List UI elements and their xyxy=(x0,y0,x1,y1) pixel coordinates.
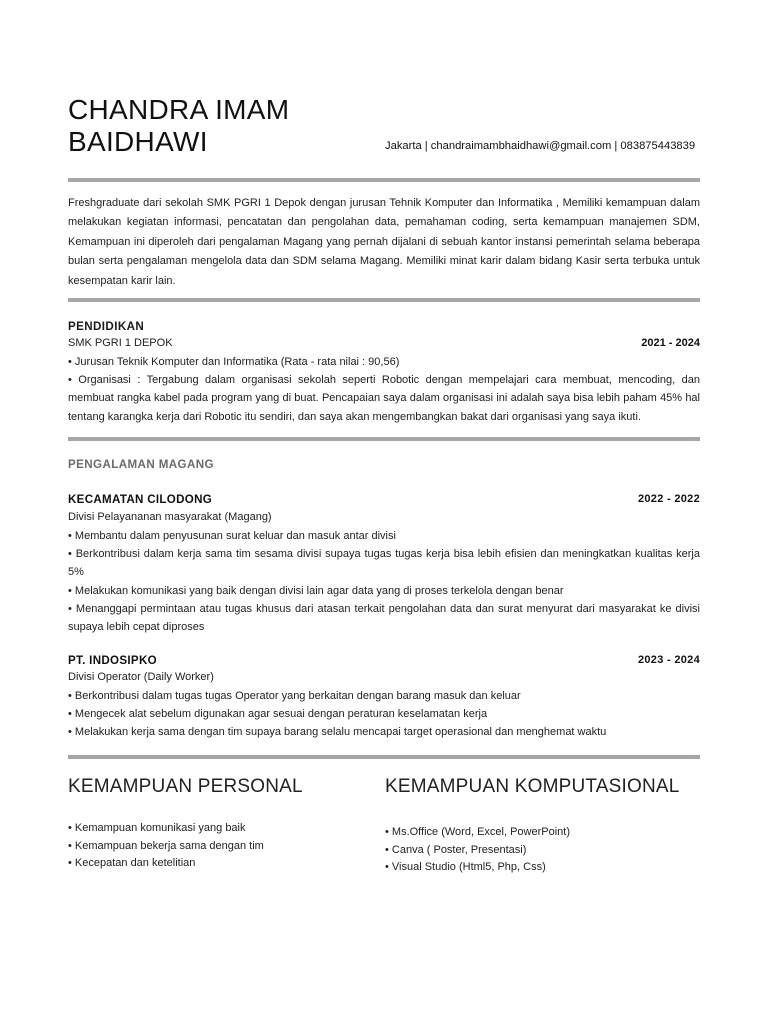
list-item: • Mengecek alat sebelum digunakan agar sesuai dengan peraturan keselamatan kerja xyxy=(68,708,488,721)
divider xyxy=(68,755,700,759)
name-line-2: BAIDHAWI xyxy=(68,126,208,157)
personal-skills-heading: KEMAMPUAN PERSONAL xyxy=(68,776,303,797)
list-item: • Menanggapi permintaan atau tugas khusus dari atasan terkait pengolahan data dan surat menyurat dari masyarakat ke divisi supaya lebih cepat diproses xyxy=(68,602,700,634)
list-item: • Kecepatan dan ketelitian xyxy=(68,857,196,869)
name-line-1: CHANDRA IMAM xyxy=(68,94,290,125)
internship-role: Divisi Pelayananan masyarakat (Magang) xyxy=(68,511,272,523)
education-heading: PENDIDIKAN xyxy=(68,320,145,333)
list-item: • Membantu dalam penyusunan surat keluar dan masuk antar divisi xyxy=(68,530,396,542)
list-item: • Melakukan komunikasi yang baik dengan divisi lain agar data yang di proses terkelola dengan benar xyxy=(68,584,564,597)
list-item: • Kemampuan bekerja sama dengan tim xyxy=(68,839,264,852)
computational-skills-list xyxy=(385,824,700,877)
profile-summary: Freshgraduate dari sekolah SMK PGRI 1 Depok dengan jurusan Tehnik Komputer dan Informatika , Memiliki kemampuan dalam melakukan kegiatan informasi, pencatatan dan pengolahan data, pemahaman coding, serta kemampuan manajemen SDM, Kemampuan ini diperoleh dari pengalaman Magang yang pernah dijalani di sebuah kantor instansi pemerintah selama beberapa bulan serta pengalaman mengelola data dan SDM selama Magang. Memiliki minat karir dalam bidang Kasir serta terbuka untuk kesempatan karir lain. xyxy=(68,197,700,287)
list-item: • Organisasi : Tergabung dalam organisasi sekolah seperti Robotic dengan mempelajari cara membuat, mencoding, dan membuat rangka kabel pada program yang di buat. Pencapaian saya dalam organisasi ini adalah saya bisa lebih paham 45% hal tentang karangka kerja dari Robotic itu sendiri, dan saya akan mengembangkan bakat dari organisasi yang saya ikuti. xyxy=(68,374,700,423)
list-item: • Kemampuan komunikasi yang baik xyxy=(68,822,246,834)
list-item: • Jurusan Teknik Komputer dan Informatika (Rata - rata nilai : 90,56) xyxy=(68,356,400,368)
list-item: • Ms.Office (Word, Excel, PowerPoint) xyxy=(385,826,570,838)
list-item: • Canva ( Poster, Presentasi) xyxy=(385,843,527,856)
internship-role: Divisi Operator (Daily Worker) xyxy=(68,671,214,683)
candidate-name xyxy=(68,94,368,158)
list-item: • Melakukan kerja sama dengan tim supaya barang selalu mencapai target operasional dan menghemat waktu xyxy=(68,726,607,739)
divider xyxy=(68,437,700,441)
divider xyxy=(68,298,700,302)
school-name: SMK PGRI 1 DEPOK xyxy=(68,337,173,349)
internship-entry-title xyxy=(68,493,700,506)
company-name: PT. INDOSIPKO xyxy=(68,654,157,667)
divider xyxy=(68,178,700,182)
internship-duties xyxy=(68,687,700,742)
list-item: • Berkontribusi dalam tugas tugas Operator yang berkaitan dengan barang masuk dan keluar xyxy=(68,690,521,702)
company-name: KECAMATAN CILODONG xyxy=(68,493,213,506)
education-years: 2021 - 2024 xyxy=(641,337,700,349)
list-item: • Berkontribusi dalam kerja sama tim sesama divisi supaya tugas tugas kerja bisa lebih efisien dan meningkatkan kualitas kerja 5% xyxy=(68,548,700,579)
education-school-row xyxy=(68,337,700,349)
internship-duties xyxy=(68,527,700,636)
list-item: • Visual Studio (Html5, Php, Css) xyxy=(385,861,546,873)
computational-skills-heading: KEMAMPUAN KOMPUTASIONAL xyxy=(385,776,680,797)
internship-years: 2023 - 2024 xyxy=(637,654,700,666)
personal-skills-list xyxy=(68,820,368,873)
internship-entry-title xyxy=(68,654,700,667)
contact-info: Jakarta | chandraimambhaidhawi@gmail.com | 083875443839 xyxy=(385,140,696,152)
education-details xyxy=(68,353,700,426)
internship-heading: PENGALAMAN MAGANG xyxy=(68,458,214,471)
internship-years: 2022 - 2022 xyxy=(637,493,700,505)
